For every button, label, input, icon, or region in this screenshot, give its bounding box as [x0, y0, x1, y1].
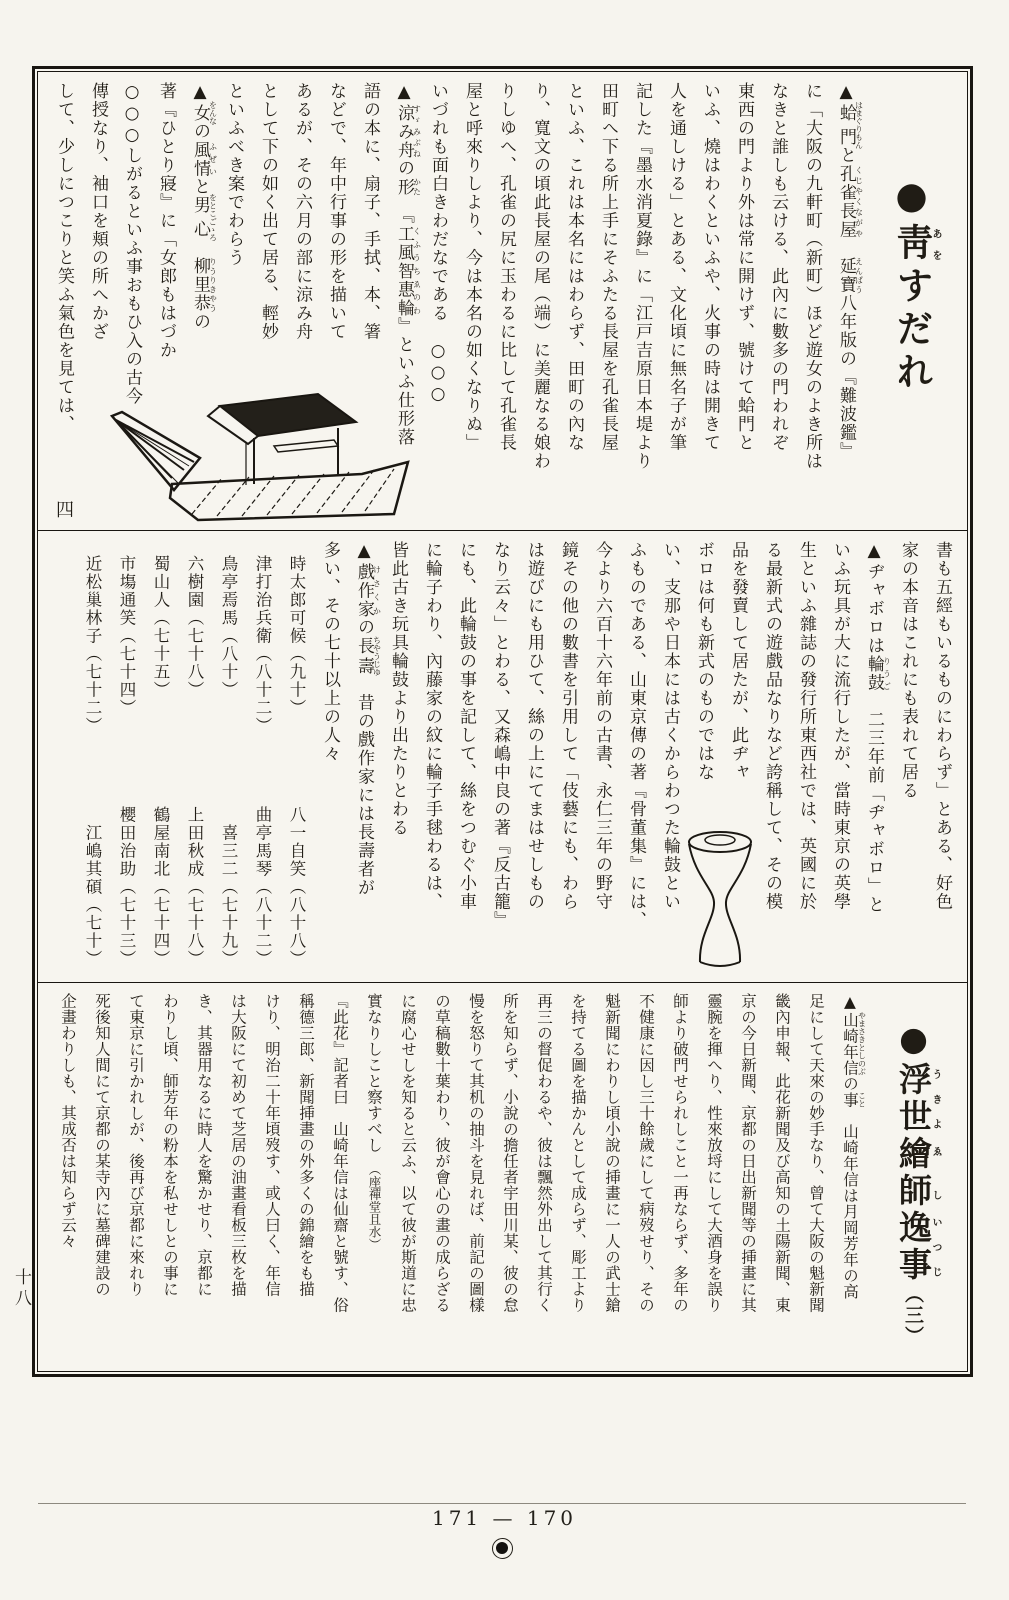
section-middle-columns — [46, 541, 959, 972]
text-column-6: 靈腕を揮へり、性來放埒にして大酒身を誤り — [705, 993, 723, 1313]
text-column-7: 品を發賣して居たが、此ヂャ — [728, 541, 748, 782]
page-frame — [32, 66, 973, 1377]
text-column-19: けり、明治二十年頃歿す、或人曰く、年信 — [263, 993, 281, 1297]
text-column-20: といふべき案でわらう — [224, 82, 244, 267]
text-column-1: 書も五經もいるものにわらず」とある、好色 — [932, 541, 952, 911]
section-ukiyoeshi-itsuji — [38, 982, 967, 1371]
text-column-18: 稱德三郎、新聞挿畫の外多くの錦繪をも描 — [297, 993, 315, 1297]
text-column-16: に輪子わり、內藤家の紋に輪子手毬わるは、 — [422, 541, 442, 911]
section-title-ao-sudare: ●靑あをすだれ — [890, 174, 941, 395]
longevity-list-column: 六樹園（七十八） 上田秋成（七十八） — [185, 555, 204, 968]
margin-page-label: 十八 — [11, 1268, 31, 1310]
footer-rule — [38, 1503, 966, 1504]
footer-bullseye-mark — [492, 1538, 513, 1559]
text-column-21: き、其器用なるに時人を驚かせり、京都に — [195, 993, 213, 1297]
continuation-char: 四 — [56, 500, 74, 521]
text-column-6: る最新式の遊戲品なりなど誇稱して、その模 — [762, 541, 782, 911]
text-column-8: 不健康に因し三十餘歲にして病歿せり、その — [637, 993, 655, 1313]
text-column-4: 畿內申報、此花新聞及び高知の土陽新聞、東 — [773, 993, 791, 1313]
boat-illustration — [102, 386, 416, 526]
text-column-4: いふ玩具が大に流行したが、當時東京の英學 — [830, 541, 850, 911]
text-column-8: 記した『墨水消夏錄』に「江戸吉原日本堤より — [632, 82, 652, 471]
section-bottom-columns — [46, 993, 959, 1361]
text-column-7: 人を通しける」とある、文化頃に無名子が筆 — [666, 82, 686, 452]
text-column-8: ボロは何も新式のものではな — [694, 541, 714, 782]
text-column-5: 生といふ雜誌の發行所東西社では、英國に於 — [796, 541, 816, 911]
text-column-15: に腐心せしを知ると云ふ、以て彼が斯道に忠 — [399, 993, 417, 1313]
headline-column: ▲戲作家けさくかの長壽ちやうじゆ 昔の戲作家には長壽者が — [354, 541, 382, 897]
text-column-12: 鏡その他の數書を引用して「伎藝にも、わら — [558, 541, 578, 911]
text-column-7: 師より破門せられしこと一再ならず、多年の — [671, 993, 689, 1313]
text-column-20: は大阪にて初めて芝居の油畫看板三枚を描 — [229, 993, 247, 1297]
text-column-14: なり云々」とわる、又森嶋中良の著『反古籠』 — [490, 541, 510, 930]
page-frame-inner — [37, 71, 968, 1372]
text-column-9: 田町へ下る所上手にそふたる長屋を孔雀長屋 — [598, 82, 618, 452]
text-column-22: わりし頃、師芳年の粉本を私せしとの事に — [161, 993, 179, 1297]
text-column-5: 京の今日新聞、京都の日出新聞等の挿畫に其 — [739, 993, 757, 1313]
headline-column: ▲女をんなの風情ふぜいと男心をとこごゝろ 柳里恭りうりきやうの — [190, 82, 218, 331]
section-ao-sudare — [38, 72, 967, 530]
text-column-2: 家の本音はこれにも表れて居る — [898, 541, 918, 800]
longevity-list-column: 津打治兵衛（八十二） 曲亭馬琴（八十二） — [253, 555, 272, 968]
text-column-22: 著『ひとり寢』に「女郎もはづか — [156, 82, 176, 360]
text-column-14: いづれも面白きわだなである ○○○ — [428, 82, 448, 406]
text-column-25: 企畫わりしも、其成否は知らず云々 — [59, 993, 77, 1249]
text-column-25: して、少しにつこりと笑ふ氣色を見ては、 — [54, 82, 74, 434]
footer-page-numbers: 171 — 170 — [431, 1506, 578, 1530]
text-column-12: りしゆへ、孔雀の尻に玉わるに比して孔雀長 — [496, 82, 516, 452]
text-column-23: ○○○しがるといふ事おもひ入の古今 — [122, 82, 142, 406]
text-column-16: 語の本に、扇子、手拭、本、箸 — [360, 82, 380, 341]
longevity-list-column: 時太郎可候（九十） 八一自笑（八十八） — [287, 555, 306, 968]
text-column-10: といふ、これは本名にはわらず、田町の內な — [564, 82, 584, 452]
longevity-list-column: 蜀山人（七十五） 鶴屋南北（七十四） — [151, 555, 170, 968]
text-column-10: ふものである、山東京傳の著『骨董集』には、 — [626, 541, 646, 930]
text-column-5: 東西の門より外は常に開けず、號けて蛤門と — [734, 82, 754, 452]
text-column-3: 足にして天來の妙手なり、曾て大阪の魁新聞 — [807, 993, 825, 1313]
text-column-13: は遊びにも用ひて、絲の上にてまはせしもの — [524, 541, 544, 911]
text-column-6: いふ、燒はわくといふや、火事の時は開きて — [700, 82, 720, 452]
text-column-23: て東京に引かれしが、後再び京都に來れり — [127, 993, 145, 1297]
text-column-12: 所を知らず、小說の擔任者宇田川某、彼の怠 — [501, 993, 519, 1313]
text-column-15: にも、此輪鼓の事を記して、絲をつむぐ小車 — [456, 541, 476, 911]
section-dyabolo-gesakka — [38, 530, 967, 982]
text-column-17: などで、年中行事の形を描いて — [326, 82, 346, 341]
text-column-11: り、寬文の頃此長屋の尾（端）に美麗なる娘わ — [530, 82, 550, 471]
text-column-24: 死後知人間にて京都の某寺內に墓碑建設の — [93, 993, 111, 1297]
headline-column: ▲涼み舟すゞみぶねの形かた 『工風智惠輪くふうちゑのわ』といふ仕形落 — [394, 82, 422, 447]
headline-column: ▲蛤門はまぐりもんと孔雀長屋くじやくながや 延寶えんぱう八年版の『難波鑑』 — [836, 82, 864, 461]
headline-column: ▲ヂャボロは輪鼓りうご 二三年前「ヂャボロ」と — [864, 541, 892, 914]
text-column-9: い、支那や日本には古くからわつた輪鼓とい — [660, 541, 680, 911]
text-column-24: 傳授なり、袖口を頬の所へかざ — [88, 82, 108, 341]
text-column-16: 實なりしこと察すべし （座禪堂且水） — [365, 993, 383, 1251]
text-column-11: 今より六百十六年前の古書、永仁三年の野守 — [592, 541, 612, 911]
text-column-17: 『此花』記者曰 山崎年信は仙齋と號す、俗 — [331, 993, 349, 1313]
text-column-3: に「大阪の九軒町（新町）ほど遊女のよき所は — [802, 82, 822, 471]
longevity-list-column: 近松巢林子（七十二） 江嶋其碩（七十） — [83, 555, 102, 968]
section-title-ukiyoeshi-itsuji: ●浮世うきよ繪師ゑし逸事いつじ（三） — [894, 1019, 941, 1347]
text-column-13: 屋と呼來りしより、今は本名の如くなりぬ」 — [462, 82, 482, 452]
text-column-4: なきと誰しも云ける、此內に數多の門われぞ — [768, 82, 788, 452]
headline-column: ▲山崎年信やまさきとしのぶの事こと 山崎年信は月岡芳年の高 — [841, 993, 867, 1300]
longevity-list-column: 市塲通笑（七十四） 櫻田治助（七十三） — [117, 555, 136, 968]
longevity-list-column: 鳥亭焉馬（八十） 喜三二（七十九） — [219, 555, 238, 968]
text-column-18: あるが、その六月の部に涼み舟 — [292, 82, 312, 341]
text-column-10: を持てる圖を描かんとして成らず、彫工より — [569, 993, 587, 1313]
text-column-13: 慢を怒りて其机の抽斗を見れば、前記の圖樣 — [467, 993, 485, 1313]
text-column-11: 再三の督促わるや、彼は飄然外出して其行く — [535, 993, 553, 1313]
diabolo-illustration — [673, 826, 767, 974]
text-column-17: 皆此古き玩具輪鼓より出たりとわる — [388, 541, 408, 837]
text-column-9: 魁新聞にわりし頃小說の挿畫に一人の武士鎗 — [603, 993, 621, 1313]
text-column-19: として下の如く出て居る、輕妙 — [258, 82, 278, 341]
text-column-14: の草稿數十葉わり、彼が會心の畫の成らざる — [433, 993, 451, 1313]
text-column-19: 多い、その七十以上の人々 — [320, 541, 340, 763]
